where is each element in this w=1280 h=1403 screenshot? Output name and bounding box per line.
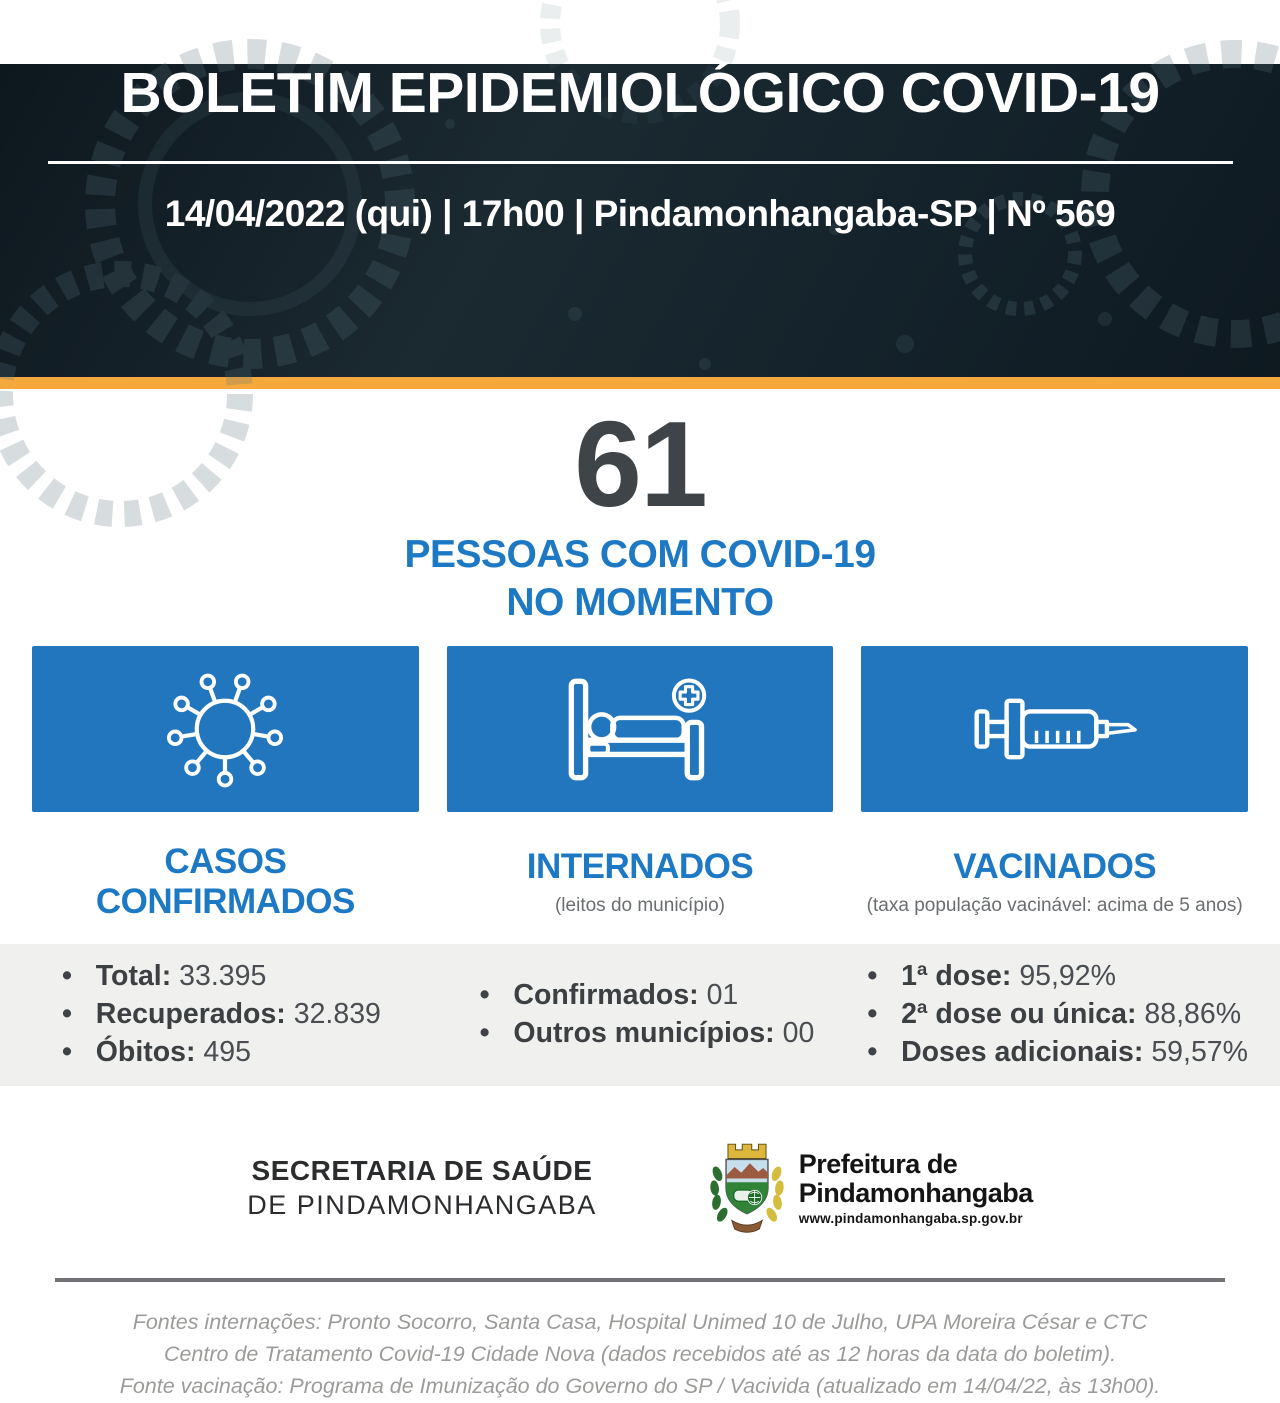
stat-first-dose: • 1ª dose: 95,92%	[867, 958, 1248, 996]
stat-deaths: • Óbitos: 495	[62, 1034, 422, 1072]
stat-other-cities: • Outros municípios: 00	[480, 1015, 840, 1053]
confirmed-title-line1: CASOS	[164, 841, 287, 881]
hospitalized-heading	[447, 847, 834, 917]
city-hall-logo	[707, 1140, 1033, 1236]
confirmed-title-line2: CONFIRMADOS	[95, 882, 355, 922]
logo-org-line2: Pindamonhangaba	[798, 1177, 1033, 1208]
stat-total: • Total: 33.395	[62, 958, 422, 996]
vaccinated-heading	[861, 847, 1248, 917]
vaccinated-stats	[867, 958, 1248, 1072]
hospitalized-title: INTERNADOS	[526, 847, 754, 887]
hospitalized-caption: (leitos do município)	[554, 894, 726, 916]
stat-hosp-confirmed: • Confirmados: 01	[480, 977, 840, 1015]
syringe-icon	[971, 685, 1139, 773]
icon-cards-row	[32, 646, 1248, 812]
footer-org-row	[0, 1140, 1280, 1236]
title-divider	[48, 161, 1233, 164]
current-cases-highlight	[0, 396, 1280, 626]
stat-second-dose: • 2ª dose ou única: 88,86%	[867, 996, 1248, 1034]
sources-line-1: Fontes internações: Pronto Socorro, Santa Casa, Hospital Unimed 10 de Julho, UPA Moreira César e CTC	[132, 1309, 1148, 1334]
stats-band	[0, 944, 1280, 1086]
vaccinated-card	[861, 646, 1248, 812]
health-secretariat-label: SECRETARIA DE SAÚDE DE PINDAMONHANGABA	[247, 1154, 597, 1220]
current-cases-caption-line1: PESSOAS COM COVID-19	[404, 533, 876, 576]
current-cases-number: 61	[574, 396, 706, 532]
hospitalized-card	[447, 646, 834, 812]
logo-website: www.pindamonhangaba.sp.gov.br	[798, 1210, 1023, 1226]
stat-recovered: • Recuperados: 32.839	[62, 996, 422, 1034]
header-banner	[0, 61, 1280, 377]
bulletin-meta: 14/04/2022 (qui) | 17h00 | Pindamonhangaba-SP | Nº 569	[164, 192, 1116, 234]
card-headings-row	[32, 834, 1248, 930]
sources-line-3: Fonte vacinação: Programa de Imunização do Governo do SP / Vacivida (atualizado em 14/04/22, às 13h00).	[119, 1374, 1161, 1399]
confirmed-cases-heading	[32, 842, 419, 923]
sources-fine-print	[0, 1306, 1280, 1403]
accent-bar	[0, 377, 1280, 389]
page-title: BOLETIM EPIDEMIOLÓGICO COVID-19	[120, 61, 1160, 125]
hospital-bed-icon	[564, 676, 716, 783]
sources-line-2: Centro de Tratamento Covid-19 Cidade Nova (dados recebidos até as 12 horas da data do boletim).	[163, 1342, 1117, 1367]
vaccinated-title: VACINADOS	[953, 847, 1157, 887]
bulletin-page	[0, 61, 1280, 1399]
logo-org-line1: Prefeitura de	[798, 1148, 958, 1179]
city-crest-logo	[707, 1140, 787, 1236]
virus-icon	[166, 670, 284, 788]
confirmed-cases-card	[32, 646, 419, 812]
hospitalized-stats	[450, 977, 840, 1053]
confirmed-stats	[32, 958, 422, 1072]
footer-divider	[55, 1278, 1225, 1282]
current-cases-caption-line2: NO MOMENTO	[506, 580, 774, 624]
vaccinated-caption: (taxa população vacinável: acima de 5 anos)	[866, 894, 1243, 916]
stat-additional-doses: • Doses adicionais: 59,57%	[867, 1034, 1248, 1072]
